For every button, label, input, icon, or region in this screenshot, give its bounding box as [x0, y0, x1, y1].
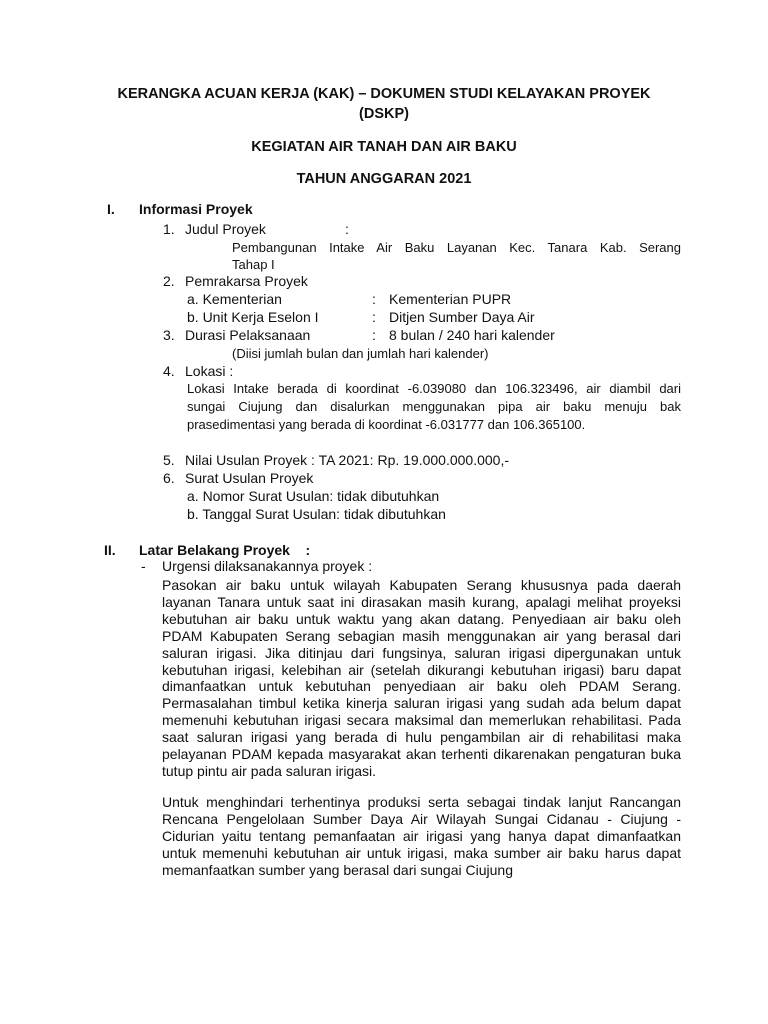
section2-number: II.	[104, 542, 116, 558]
durasi-colon: :	[372, 327, 376, 343]
durasi-value: 8 bulan / 240 hari kalender	[389, 327, 555, 343]
judul-value-line1: Pembangunan Intake Air Baku Layanan Kec. Tanara Kab. Serang	[232, 240, 681, 255]
surat-label: Surat Usulan Proyek	[185, 470, 314, 486]
surat-a: a. Nomor Surat Usulan: tidak dibutuhkan	[187, 488, 440, 504]
lokasi-line2: sungai Ciujung dan disalurkan menggunakan pipa air baku menuju bak	[187, 399, 681, 414]
pemrakarsa-b-colon: :	[372, 309, 376, 325]
judul-number: 1.	[163, 221, 175, 237]
urgensi-label: Urgensi dilaksanakannya proyek :	[162, 558, 373, 574]
pemrakarsa-label: Pemrakarsa Proyek	[185, 273, 308, 289]
judul-value-line2: Tahap I	[232, 257, 275, 272]
urgensi-bullet: -	[141, 558, 146, 574]
latar-paragraph-2: Untuk menghindari terhentinya produksi serta sebagai tindak lanjut Rancangan Rencana Pengelolaan Sumber Daya Air Wilayah Sungai Cidanau - Ciujung - Cidurian yaitu tentang pemanfaatan air irigasi yang hanya dapat dimanfaatkan untuk memenuhi kebutuhan air untuk irigasi, maka sumber air baku harus dapat memanfaatkan sumber yang berasal dari sungai Ciujung	[162, 794, 681, 878]
lokasi-line3: prasedimentasi yang berada di koordinat -6.031777 dan 106.365100.	[187, 417, 586, 432]
pemrakarsa-b-value: Ditjen Sumber Daya Air	[389, 309, 535, 325]
pemrakarsa-a-label: a. Kementerian	[187, 291, 282, 307]
section1-title: Informasi Proyek	[139, 201, 253, 217]
document-year: TAHUN ANGGARAN 2021	[296, 171, 472, 187]
document-subtitle: KEGIATAN AIR TANAH DAN AIR BAKU	[251, 139, 517, 155]
pemrakarsa-a-colon: :	[372, 291, 376, 307]
pemrakarsa-b-label: b. Unit Kerja Eselon I	[187, 309, 319, 325]
document-title-line1: KERANGKA ACUAN KERJA (KAK) – DOKUMEN STUDI KELAYAKAN PROYEK	[117, 86, 651, 102]
pemrakarsa-number: 2.	[163, 273, 175, 289]
lokasi-number: 4.	[163, 363, 175, 379]
judul-colon: :	[345, 221, 349, 237]
latar-paragraph-1: Pasokan air baku untuk wilayah Kabupaten Serang khususnya pada daerah layanan Tanara untuk saat ini dirasakan masih kurang, apalagi melihat proyeksi kebutuhan air baku untuk waktu yang akan datang. Penyediaan air baku oleh PDAM Kabupaten Serang sebagian masih menggunakan air yang berasal dari saluran irigasi. Jika ditinjau dari fungsinya, saluran irigasi dipergunakan untuk kebutuhan irigasi, kelebihan air (setelah dikurangi kebutuhan irigasi) baru dapat dimanfaatkan untuk kebutuhan penyediaan air baku oleh PDAM Serang. Permasalahan timbul ketika kinerja saluran irigasi yang sudah ada belum dapat memenuhi kebutuhan irigasi secara maksimal dan memerlukan rehabilitasi. Pada saat saluran irigasi yang berada di hulu pengambilan air di rehabilitasi maka pelayanan PDAM kepada masyarakat akan terhenti dikarenakan pengaturan buka tutup pintu air pada saluran irigasi.	[162, 577, 681, 779]
nilai-text: Nilai Usulan Proyek : TA 2021: Rp. 19.000.000.000,-	[185, 452, 510, 468]
surat-number: 6.	[163, 470, 175, 486]
judul-label: Judul Proyek	[185, 221, 266, 237]
section2-title: Latar Belakang Proyek :	[139, 542, 311, 558]
lokasi-label: Lokasi :	[185, 363, 234, 379]
surat-b: b. Tanggal Surat Usulan: tidak dibutuhkan	[187, 506, 446, 522]
section1-number: I.	[107, 201, 115, 217]
durasi-number: 3.	[163, 327, 175, 343]
nilai-number: 5.	[163, 452, 175, 468]
durasi-note: (Diisi jumlah bulan dan jumlah hari kalender)	[232, 346, 489, 361]
durasi-label: Durasi Pelaksanaan	[185, 327, 311, 343]
pemrakarsa-a-value: Kementerian PUPR	[389, 291, 512, 307]
lokasi-line1: Lokasi Intake berada di koordinat -6.039080 dan 106.323496, air diambil dari	[187, 381, 681, 396]
document-title-line2: (DSKP)	[359, 106, 409, 122]
